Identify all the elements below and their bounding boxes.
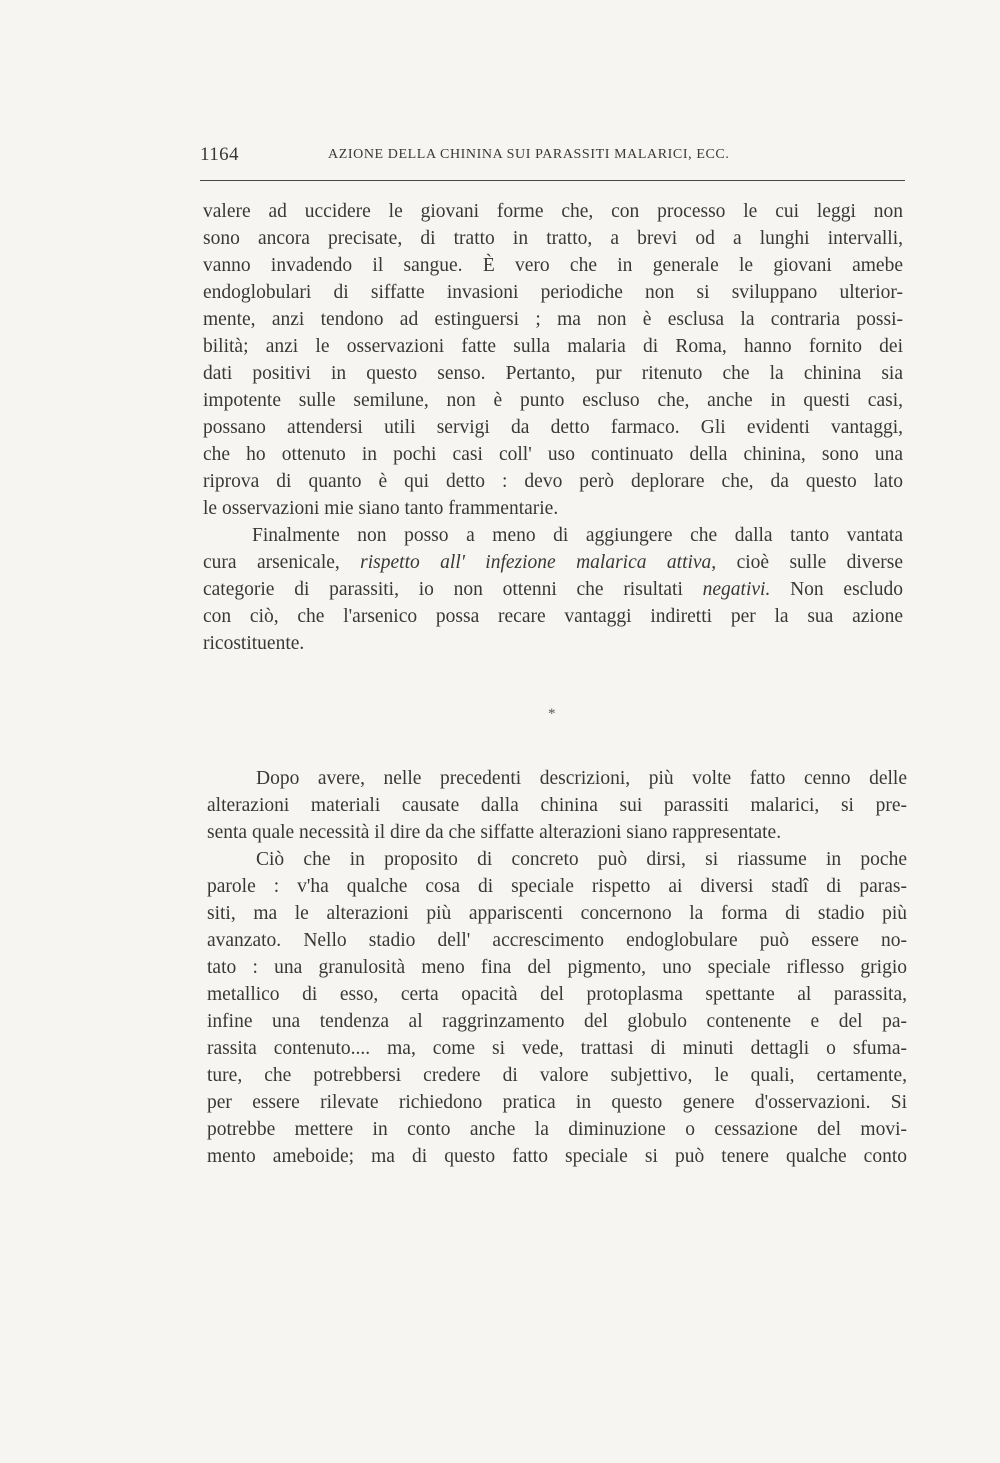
text-line: le osservazioni mie siano tanto frammentarie. — [203, 498, 559, 519]
text-line: per essere rilevate richiedono pratica in questo genere d'osservazioni. Si — [207, 1092, 907, 1113]
text-line: potrebbe mettere in conto anche la diminuzione o cessazione del movi- — [207, 1119, 907, 1140]
text-line: senta quale necessità il dire da che siffatte alterazioni siano rappresentate. — [207, 822, 782, 843]
header-rule — [200, 180, 905, 181]
text-line: bilità; anzi le osservazioni fatte sulla malaria di Roma, hanno fornito dei — [203, 336, 903, 357]
text-line: rassita contenuto.... ma, come si vede, trattasi di minuti dettagli o sfuma- — [207, 1038, 907, 1059]
text-line: sono ancora precisate, di tratto in tratto, a brevi od a lunghi intervalli, — [203, 228, 903, 249]
text-line: ture, che potrebbersi credere di valore subjettivo, le quali, certamente, — [207, 1065, 907, 1086]
text-line: siti, ma le alterazioni più appariscenti concernono la forma di stadio più — [207, 903, 907, 924]
italic-phrase: rispetto all' infezione malarica attiva, — [360, 552, 717, 573]
text-line: tato : una granulosità meno fina del pigmento, uno speciale riflesso grigio — [207, 957, 907, 978]
text-line: alterazioni materiali causate dalla chinina sui parassiti malarici, si pre- — [207, 795, 907, 816]
text-block-bottom — [207, 765, 907, 1170]
text-run: cioè sulle diverse — [716, 552, 903, 573]
italic-phrase: negativi. — [702, 579, 771, 600]
running-header — [200, 144, 906, 168]
text-run: cura arsenicale, — [203, 552, 361, 573]
text-line: endoglobulari di siffatte invasioni periodiche non si sviluppano ulterior- — [203, 282, 903, 303]
running-title: AZIONE DELLA CHININA SUI PARASSITI MALARICI, ECC. — [328, 147, 730, 162]
paragraph-first-line: Ciò che in proposito di concreto può dirsi, si riassume in poche — [256, 849, 907, 870]
section-separator: * — [548, 706, 556, 722]
page-number: 1164 — [200, 144, 239, 165]
text-line: infine una tendenza al raggrinzamento del globulo contenente e del pa- — [207, 1011, 907, 1032]
text-line: valere ad uccidere le giovani forme che, con processo le cui leggi non — [203, 201, 903, 222]
text-line: metallico di esso, certa opacità del protoplasma spettante al parassita, — [207, 984, 907, 1005]
text-line: ricostituente. — [203, 633, 305, 654]
text-line: riprova di quanto è qui detto : devo però deplorare che, da questo lato — [203, 471, 903, 492]
text-run: Non escludo — [770, 579, 903, 600]
paragraph-first-line: Dopo avere, nelle precedenti descrizioni, più volte fatto cenno delle — [256, 768, 907, 789]
text-line: vanno invadendo il sangue. È vero che in generale le giovani amebe — [203, 255, 903, 276]
text-run: categorie di parassiti, io non ottenni che risultati — [203, 579, 703, 600]
text-line: che ho ottenuto in pochi casi coll' uso continuato della chinina, sono una — [203, 444, 903, 465]
text-line: mento ameboide; ma di questo fatto speciale si può tenere qualche conto — [207, 1146, 907, 1167]
text-line: con ciò, che l'arsenico possa recare vantaggi indiretti per la sua azione — [203, 606, 903, 627]
text-line: possano attendersi utili servigi da detto farmaco. Gli evidenti vantaggi, — [203, 417, 903, 438]
text-line: mente, anzi tendono ad estinguersi ; ma non è esclusa la contraria possi- — [203, 309, 903, 330]
text-line: impotente sulle semilune, non è punto escluso che, anche in questi casi, — [203, 390, 903, 411]
text-line — [203, 576, 903, 603]
text-block-top — [203, 198, 903, 657]
text-line: avanzato. Nello stadio dell' accrescimento endoglobulare può essere no- — [207, 930, 907, 951]
text-line — [203, 549, 903, 576]
text-line: parole : v'ha qualche cosa di speciale rispetto ai diversi stadî di paras- — [207, 876, 907, 897]
text-line: dati positivi in questo senso. Pertanto, pur ritenuto che la chinina sia — [203, 363, 903, 384]
paragraph-first-line: Finalmente non posso a meno di aggiungere che dalla tanto vantata — [252, 525, 903, 546]
